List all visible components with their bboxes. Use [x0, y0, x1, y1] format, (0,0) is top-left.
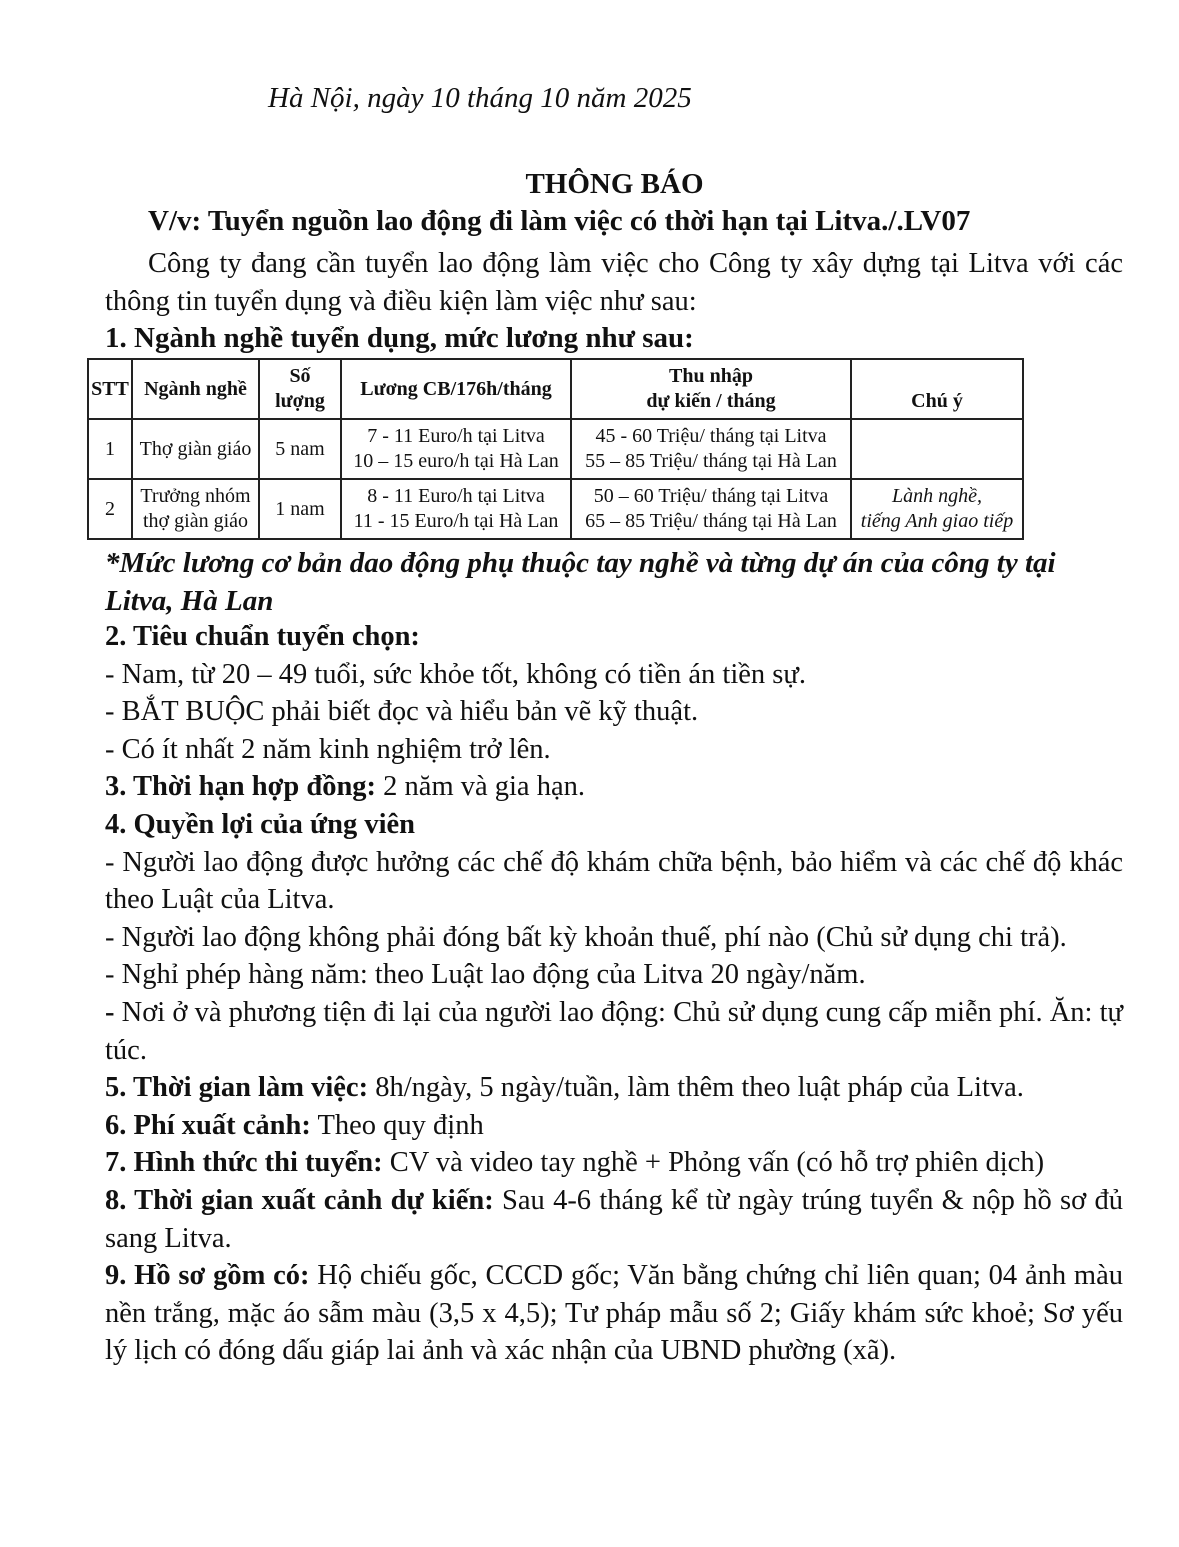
table-header-row — [88, 359, 1023, 419]
section-5 — [105, 1069, 1123, 1107]
section-7 — [105, 1144, 1123, 1182]
cell-chu-y — [851, 419, 1023, 479]
document-date: Hà Nội, ngày 10 tháng 10 năm 2025 — [268, 82, 692, 114]
intro-block — [105, 245, 1123, 358]
table-row — [88, 419, 1023, 479]
section-5-heading: 5. Thời gian làm việc: — [105, 1072, 369, 1104]
thu-litva: 45 - 60 Triệu/ tháng tại Litva — [595, 425, 827, 447]
section-5-text: 8h/ngày, 5 ngày/tuần, làm thêm theo luật pháp của Litva. — [368, 1072, 1024, 1104]
cell-thu-nhap — [571, 479, 851, 539]
header-stt: STT — [88, 359, 132, 419]
list-item-text: Nơi ở và phương tiện đi lại của người lao động: Chủ sử dụng cung cấp miễn phí. Ăn: tự túc. — [105, 996, 1123, 1066]
list-item: - Nam, từ 20 – 49 tuổi, sức khỏe tốt, không có tiền án tiền sự. — [105, 658, 806, 690]
section-2-heading: 2. Tiêu chuẩn tuyển chọn: — [105, 621, 420, 652]
list-item: - Nghỉ phép hàng năm: theo Luật lao động của Litva 20 ngày/năm. — [105, 959, 866, 991]
intro-paragraph: Công ty đang cần tuyển lao động làm việc cho Công ty xây dựng tại Litva với các thông tin tuyển dụng và điều kiện làm việc như sau: — [105, 248, 1123, 317]
document-title: THÔNG BÁO — [525, 168, 704, 200]
document-subtitle: V/v: Tuyển nguồn lao động đi làm việc có thời hạn tại Litva./.LV07 — [148, 205, 971, 237]
cell-nganh — [132, 479, 259, 539]
cell-luong — [341, 479, 571, 539]
dash: - — [105, 996, 115, 1028]
luong-ha-lan: 11 - 15 Euro/h tại Hà Lan — [353, 510, 559, 532]
section-4-heading: 4. Quyền lợi của ứng viên — [105, 808, 416, 840]
nganh-1: Trưởng nhóm — [140, 485, 251, 507]
cell-so-luong: 1 nam — [259, 479, 341, 539]
table-row — [88, 479, 1023, 539]
chu-y-1: Lành nghề, — [892, 485, 982, 507]
header-so-2: lượng — [275, 390, 325, 412]
list-item: - Người lao động được hưởng các chế độ khám chữa bệnh, bảo hiểm và các chế độ khác theo Luật của Litva. — [105, 846, 1123, 916]
luong-ha-lan: 10 – 15 euro/h tại Hà Lan — [353, 450, 559, 472]
list-item: - BẮT BUỘC phải biết đọc và hiểu bản vẽ kỹ thuật. — [105, 696, 699, 728]
section-7-heading: 7. Hình thức thi tuyển: — [105, 1147, 383, 1179]
section-3 — [105, 768, 1123, 806]
header-nganh: Ngành nghề — [132, 359, 259, 419]
section-8-text: Sau 4-6 tháng kể từ ngày trúng tuyển & nộp hồ sơ đủ sang Litva. — [105, 1184, 1124, 1254]
header-chu-y: Chú ý — [851, 359, 1023, 419]
thu-ha-lan: 55 – 85 Triệu/ tháng tại Hà Lan — [585, 450, 837, 472]
sections-block — [105, 618, 1123, 1370]
list-item — [105, 994, 1123, 1069]
header-so-1: Số — [289, 365, 311, 387]
header-so-luong — [259, 359, 341, 419]
luong-litva: 7 - 11 Euro/h tại Litva — [367, 425, 545, 447]
job-table — [87, 358, 1024, 540]
header-thu-2: dự kiến / tháng — [646, 390, 776, 412]
section-9-heading: 9. Hồ sơ gồm có: — [105, 1260, 310, 1292]
thu-litva: 50 – 60 Triệu/ tháng tại Litva — [593, 485, 829, 507]
header-luong: Lương CB/176h/tháng — [341, 359, 571, 419]
header-thu-1: Thu nhập — [669, 365, 753, 387]
section-6 — [105, 1107, 1123, 1145]
section-8 — [105, 1182, 1123, 1257]
cell-stt: 2 — [88, 479, 132, 539]
section-7-text: CV và video tay nghề + Phỏng vấn (có hỗ trợ phiên dịch) — [382, 1147, 1045, 1179]
thu-ha-lan: 65 – 85 Triệu/ tháng tại Hà Lan — [585, 510, 837, 532]
section-3-heading: 3. Thời hạn hợp đồng: — [105, 771, 377, 803]
luong-litva: 8 - 11 Euro/h tại Litva — [367, 485, 545, 507]
section-8-heading: 8. Thời gian xuất cảnh dự kiến: — [105, 1184, 494, 1216]
cell-thu-nhap — [571, 419, 851, 479]
cell-nganh: Thợ giàn giáo — [132, 419, 259, 479]
section-9 — [105, 1257, 1123, 1370]
cell-chu-y — [851, 479, 1023, 539]
cell-so-luong: 5 nam — [259, 419, 341, 479]
cell-luong — [341, 419, 571, 479]
section-1-heading: 1. Ngành nghề tuyển dụng, mức lương như sau: — [105, 322, 694, 354]
header-thu-nhap — [571, 359, 851, 419]
cell-stt: 1 — [88, 419, 132, 479]
salary-note: *Mức lương cơ bản dao động phụ thuộc tay nghề và từng dự án của công ty tại Litva, Hà Lan — [105, 547, 1056, 617]
nganh-2: thợ giàn giáo — [143, 510, 248, 532]
list-item: - Người lao động không phải đóng bất kỳ khoản thuế, phí nào (Chủ sử dụng chi trả). — [105, 921, 1067, 953]
section-6-text: Theo quy định — [310, 1109, 484, 1141]
list-item: - Có ít nhất 2 năm kinh nghiệm trở lên. — [105, 733, 551, 765]
section-6-heading: 6. Phí xuất cảnh: — [105, 1109, 311, 1141]
chu-y-2: tiếng Anh giao tiếp — [860, 510, 1014, 532]
section-3-text: 2 năm và gia hạn. — [376, 771, 585, 803]
section-9-text: Hộ chiếu gốc, CCCD gốc; Văn bằng chứng chỉ liên quan; 04 ảnh màu nền trắng, mặc áo sẫm màu (3,5 x 4,5); Tư pháp mẫu số 2; Giấy khám sức khoẻ; Sơ yếu lý lịch có đóng dấu giáp lai ảnh và xác nhận của UBND phường (xã). — [105, 1260, 1123, 1367]
